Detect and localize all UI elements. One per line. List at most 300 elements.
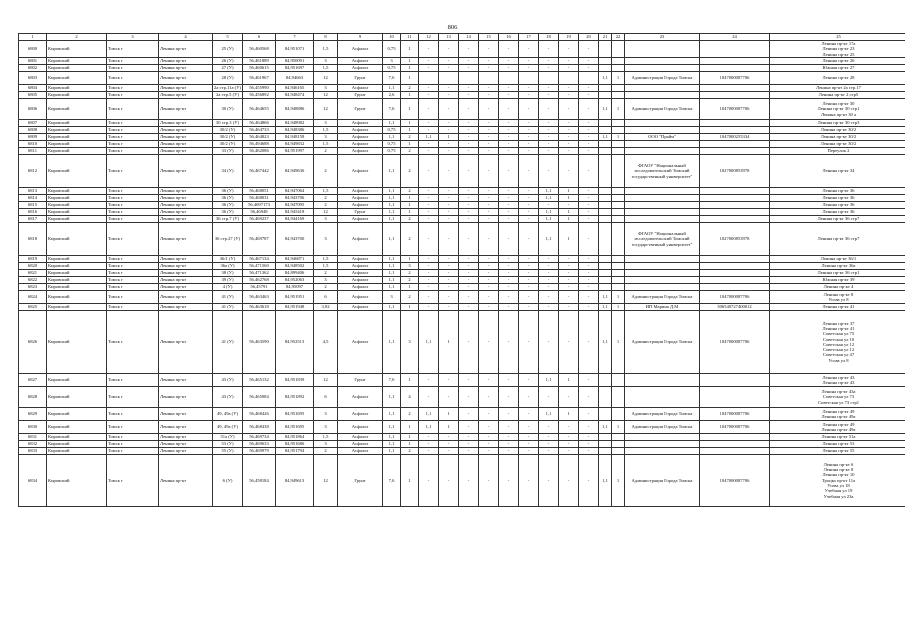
table-cell: - [499, 98, 519, 119]
table-cell [599, 255, 612, 262]
table-cell: 3 [383, 57, 401, 64]
table-cell: 1,1 [383, 440, 401, 447]
table-cell: 84,952063 [276, 276, 314, 283]
table-cell: Кировский [47, 64, 107, 71]
table-cell: - [559, 454, 579, 506]
table-cell: ФГАОУ "Национальный исследовательский Томский государственный университет" [625, 154, 700, 187]
table-cell: 30/2 (У) [213, 140, 243, 147]
table-cell: - [419, 194, 439, 201]
table-row [19, 201, 905, 208]
table-cell: Томск г [107, 373, 159, 386]
table-cell: 84,946165 [276, 84, 314, 91]
table-cell: - [459, 215, 479, 222]
table-cell: - [479, 440, 499, 447]
table-cell: Кировский [47, 420, 107, 433]
table-cell: - [539, 255, 559, 262]
table-cell [700, 194, 770, 201]
table-cell: 6 (У) [213, 454, 243, 506]
table-cell: 56,458184 [243, 454, 276, 506]
table-cell: - [499, 283, 519, 290]
table-cell: 1047000255334 [700, 133, 770, 140]
table-cell: 1,1 [383, 133, 401, 140]
table-cell: 84,951697 [276, 64, 314, 71]
table-cell [459, 71, 479, 84]
table-cell [599, 64, 612, 71]
table-cell: 84,948886 [276, 98, 314, 119]
table-cell: - [499, 64, 519, 71]
table-cell: Ленина пр-кт [159, 255, 213, 262]
table-cell: Кировский [47, 57, 107, 64]
table-cell [599, 119, 612, 126]
table-cell: 2 [314, 283, 338, 290]
table-cell: - [439, 262, 459, 269]
table-cell: 56,468031 [243, 194, 276, 201]
table-cell: 1 [559, 222, 579, 255]
table-cell: 6 [314, 386, 338, 407]
table-cell: - [479, 126, 499, 133]
table-cell [625, 386, 700, 407]
table-cell: - [419, 222, 439, 255]
table-cell: 6813 [19, 187, 47, 194]
column-header: 15 [479, 34, 499, 41]
table-cell [625, 91, 700, 98]
column-header: 18 [539, 34, 559, 41]
table-cell: 84,945418 [276, 208, 314, 215]
table-cell: 1,1 [539, 215, 559, 222]
table-cell: - [459, 41, 479, 58]
table-cell: Кировский [47, 454, 107, 506]
table-cell: - [519, 269, 539, 276]
table-cell: Ленина пр-кт 43 Ленина пр-кт 43 [770, 373, 905, 386]
table-cell: - [559, 57, 579, 64]
table-cell: - [419, 373, 439, 386]
table-cell: - [459, 84, 479, 91]
table-cell: - [519, 194, 539, 201]
table-cell: 36 (У) [213, 187, 243, 194]
table-cell: Грунт [338, 91, 383, 98]
table-cell: - [539, 310, 559, 373]
table-cell: - [539, 154, 559, 187]
table-cell: - [419, 269, 439, 276]
table-cell: - [539, 147, 559, 154]
table-cell: 1,1 [383, 255, 401, 262]
column-header: 8 [314, 34, 338, 41]
table-cell: - [499, 407, 519, 420]
table-cell: 1,1 [383, 269, 401, 276]
table-cell: Ленина пр-кт [159, 262, 213, 269]
table-cell: 0,75 [383, 147, 401, 154]
table-cell: Кировский [47, 71, 107, 84]
table-cell: 1,1 [599, 98, 612, 119]
table-cell: 2 [401, 290, 419, 303]
table-cell [612, 215, 625, 222]
table-cell: - [559, 98, 579, 119]
table-cell: - [579, 447, 599, 454]
table-cell: 36 (У) [213, 194, 243, 201]
table-cell: Ленина пр-кт [159, 373, 213, 386]
table-cell: 84,951071 [276, 41, 314, 58]
table-cell: - [539, 126, 559, 133]
table-cell: 1,1 [539, 194, 559, 201]
table-cell: Асфальт [338, 290, 383, 303]
table-cell: Ленина пр-кт 55 [770, 447, 905, 454]
table-cell [479, 71, 499, 84]
table-cell: Кировский [47, 447, 107, 454]
table-cell: 1 [401, 57, 419, 64]
table-cell [625, 255, 700, 262]
table-cell: Кировский [47, 126, 107, 133]
table-cell: 6829 [19, 407, 47, 420]
table-cell: Ленина пр-кт 30/2 [770, 126, 905, 133]
table-cell: 1 [401, 98, 419, 119]
table-cell: 84,952513 [276, 310, 314, 373]
table-cell: 84,944169 [276, 215, 314, 222]
table-cell: - [499, 310, 519, 373]
table-cell: - [499, 57, 519, 64]
table-cell: 6819 [19, 255, 47, 262]
table-cell: - [499, 290, 519, 303]
table-cell: 56,469787 [243, 222, 276, 255]
table-cell: - [439, 41, 459, 58]
table-cell: - [459, 91, 479, 98]
table-cell: - [499, 201, 519, 208]
table-cell: - [499, 440, 519, 447]
table-cell: Ленина пр-кт 30 стр3 [770, 119, 905, 126]
table-cell: 1047000087706 [700, 420, 770, 433]
table-cell: - [439, 119, 459, 126]
table-cell: 84,95097 [276, 283, 314, 290]
table-cell: 1,1 [539, 187, 559, 194]
table-cell: - [539, 269, 559, 276]
table-row [19, 420, 905, 433]
table-row [19, 64, 905, 71]
table-cell: - [499, 276, 519, 283]
table-cell: Ленина пр-кт 30 Ленина пр-кт 30 стр1 Ленина пр-кт 30 а [770, 98, 905, 119]
table-cell: 1 [612, 303, 625, 310]
table-cell: 6816 [19, 208, 47, 215]
table-cell: - [439, 194, 459, 201]
table-cell: - [419, 215, 439, 222]
table-cell: 7,6 [383, 373, 401, 386]
table-cell: 1 [612, 454, 625, 506]
table-cell: - [479, 147, 499, 154]
table-cell: 2а стр.11а (У) [214, 85, 241, 91]
table-cell: 1,1 [539, 208, 559, 215]
table-cell [625, 57, 700, 64]
table-cell: Ленина пр-кт [159, 154, 213, 187]
table-cell: 6820 [19, 262, 47, 269]
table-cell: Кировский [47, 303, 107, 310]
table-cell: - [579, 222, 599, 255]
table-cell: - [479, 133, 499, 140]
table-cell: - [519, 276, 539, 283]
table-cell: 1027000853978 [700, 154, 770, 187]
table-cell: 84,951864 [276, 433, 314, 440]
column-header: 24 [700, 34, 770, 41]
table-cell: 84,949613 [276, 454, 314, 506]
table-cell: Ленина пр-кт [159, 91, 213, 98]
table-cell [625, 119, 700, 126]
table-cell: 56,463463 [243, 290, 276, 303]
table-row [19, 262, 905, 269]
table-cell: - [519, 283, 539, 290]
table-cell [625, 41, 700, 58]
table-cell: 36 (У) [213, 201, 243, 208]
table-cell: ООО "Прайм" [625, 133, 700, 140]
table-cell: - [559, 201, 579, 208]
table-cell: - [439, 373, 459, 386]
table-cell: - [499, 194, 519, 201]
table-cell [612, 126, 625, 133]
table-cell [599, 276, 612, 283]
table-cell [625, 447, 700, 454]
table-cell: Ленина пр-кт 37 Ленина пр-кт 41 Советская ул 75 Советская ул 10 Советская ул 12 Советская ул 12 Советская ул 47 Усова ул 8 [770, 310, 905, 373]
table-cell: 6805 [19, 91, 47, 98]
table-cell: Ленина пр-кт 36а [770, 262, 905, 269]
table-cell: Ленина пр-кт [159, 41, 213, 58]
table-cell: 1,1 [383, 420, 401, 433]
column-header: 14 [459, 34, 479, 41]
table-cell: 2 [314, 269, 338, 276]
table-row [19, 71, 905, 84]
table-cell: - [499, 454, 519, 506]
table-cell: Асфальт [338, 187, 383, 194]
table-cell: - [499, 187, 519, 194]
table-cell: - [519, 255, 539, 262]
table-cell: - [419, 433, 439, 440]
table-cell: Ленина пр-кт 17а Ленина пр-кт 23 Ленина пр-кт 25 [770, 41, 905, 58]
table-cell: - [499, 373, 519, 386]
table-row [19, 147, 905, 154]
table-cell: Асфальт [338, 84, 383, 91]
table-cell: 3 [314, 215, 338, 222]
table-cell: - [439, 126, 459, 133]
table-cell: - [559, 386, 579, 407]
table-cell: 2 [314, 201, 338, 208]
table-cell: 6823 [19, 283, 47, 290]
table-cell: - [539, 133, 559, 140]
table-cell: 1,1 [539, 222, 559, 255]
table-cell: Кировский [47, 154, 107, 187]
table-cell: Ленина пр-кт [159, 440, 213, 447]
table-cell: 6808 [19, 126, 47, 133]
table-cell: 56,462768 [243, 276, 276, 283]
table-cell: - [439, 447, 459, 454]
table-cell [612, 57, 625, 64]
table-cell: - [479, 215, 499, 222]
table-cell: - [559, 119, 579, 126]
table-cell: 12 [314, 454, 338, 506]
table-cell: - [559, 262, 579, 269]
table-cell: - [579, 41, 599, 58]
table-cell: - [519, 386, 539, 407]
table-cell: 1,5 [314, 433, 338, 440]
table-cell [599, 57, 612, 64]
table-cell [439, 71, 459, 84]
table-cell: - [419, 283, 439, 290]
table-cell [625, 147, 700, 154]
table-cell: Томск г [107, 440, 159, 447]
table-cell: Администрация Города Томска [625, 407, 700, 420]
table-cell: - [519, 57, 539, 64]
table-cell: 56,468426 [243, 407, 276, 420]
table-row [19, 154, 905, 187]
table-cell: Томск г [107, 420, 159, 433]
table-cell: 1,1 [383, 222, 401, 255]
table-cell: Томск г [107, 433, 159, 440]
table-cell: Ленина пр-кт 36 [770, 187, 905, 194]
table-cell: - [479, 64, 499, 71]
table-cell: - [519, 208, 539, 215]
table-cell: 1,1 [383, 447, 401, 454]
table-cell: - [579, 119, 599, 126]
table-cell: Асфальт [338, 269, 383, 276]
table-cell [700, 64, 770, 71]
table-cell [612, 187, 625, 194]
table-cell: 6817 [19, 215, 47, 222]
table-row [19, 41, 905, 58]
table-cell: 0,75 [383, 41, 401, 58]
table-cell: 12 [314, 208, 338, 215]
table-cell: - [519, 447, 539, 454]
table-cell: - [499, 119, 519, 126]
table-cell: Ленина пр-кт 26 [770, 57, 905, 64]
table-cell: - [459, 194, 479, 201]
table-cell: 12 [314, 91, 338, 98]
table-cell: - [579, 290, 599, 303]
table-cell: 3 [314, 84, 338, 91]
table-cell: 1,1 [539, 373, 559, 386]
table-cell: 51а (У) [213, 433, 243, 440]
table-cell: 1,1 [383, 276, 401, 283]
table-cell [539, 71, 559, 84]
table-cell: - [479, 57, 499, 64]
table-cell: - [459, 386, 479, 407]
table-cell: 84,949636 [276, 154, 314, 187]
table-cell: - [459, 147, 479, 154]
table-cell: 6830 [19, 420, 47, 433]
table-cell: 56,467442 [243, 154, 276, 187]
table-cell: - [419, 262, 439, 269]
table-cell: 2,6 [383, 91, 401, 98]
table-cell: 36/1 (У) [213, 255, 243, 262]
table-cell [700, 57, 770, 64]
table-cell: - [459, 373, 479, 386]
table-cell [612, 440, 625, 447]
table-cell: 1,5 [314, 41, 338, 58]
table-cell: 1047000087706 [700, 454, 770, 506]
table-cell: 4,5 [314, 310, 338, 373]
table-cell [559, 71, 579, 84]
table-cell: Томск г [107, 276, 159, 283]
table-cell: - [439, 255, 459, 262]
table-cell: 84,951695 [276, 420, 314, 433]
table-cell: Кировский [47, 373, 107, 386]
table-cell [700, 373, 770, 386]
table-cell [499, 71, 519, 84]
table-cell: Ленина пр-кт [159, 407, 213, 420]
table-row [19, 440, 905, 447]
table-cell: Ленина пр-кт [159, 208, 213, 215]
table-cell: - [459, 201, 479, 208]
table-row [19, 140, 905, 147]
table-cell: Кировский [47, 194, 107, 201]
table-cell: - [519, 119, 539, 126]
table-cell: 6824 [19, 290, 47, 303]
table-cell [612, 64, 625, 71]
table-cell: - [419, 290, 439, 303]
table-cell: - [519, 290, 539, 303]
table-cell: - [499, 140, 519, 147]
table-cell: Ленина пр-кт [159, 290, 213, 303]
table-row [19, 433, 905, 440]
table-cell: 84,951695 [276, 407, 314, 420]
table-cell [700, 208, 770, 215]
table-cell: 36 (У) [213, 208, 243, 215]
table-cell: - [559, 147, 579, 154]
table-cell: 1,5 [314, 255, 338, 262]
table-cell: 7,6 [383, 454, 401, 506]
table-cell: - [579, 91, 599, 98]
table-cell: Кировский [47, 255, 107, 262]
table-cell: - [579, 310, 599, 373]
table-cell: 2 [401, 215, 419, 222]
table-cell: Грунт [338, 373, 383, 386]
table-cell: 84,948474 [276, 91, 314, 98]
table-cell: - [479, 98, 499, 119]
table-cell: 1 [401, 283, 419, 290]
table-cell: Томск г [107, 154, 159, 187]
table-cell: - [479, 269, 499, 276]
table-cell: 3 [314, 407, 338, 420]
table-cell [700, 187, 770, 194]
table-cell: - [499, 84, 519, 91]
table-cell: - [499, 420, 519, 433]
table-cell: 43 (У) [213, 386, 243, 407]
table-cell: 84,950091 [276, 57, 314, 64]
table-row [19, 255, 905, 262]
table-cell: - [479, 386, 499, 407]
table-cell: Кировский [47, 84, 107, 91]
table-cell: 1,1 [383, 433, 401, 440]
table-cell: Ленина пр-кт 51а [770, 433, 905, 440]
table-cell: - [539, 440, 559, 447]
table-cell: 1047000087706 [700, 310, 770, 373]
table-cell: - [539, 283, 559, 290]
table-cell: - [439, 154, 459, 187]
table-cell [612, 386, 625, 407]
table-cell: 1,1 [599, 290, 612, 303]
table-cell: - [559, 433, 579, 440]
table-cell: - [459, 420, 479, 433]
table-cell: Томск г [107, 407, 159, 420]
table-cell: Кировский [47, 147, 107, 154]
page-number: 806 [447, 24, 458, 31]
table-cell: Томск г [107, 283, 159, 290]
table-row [19, 290, 905, 303]
table-cell: 56,468051 [243, 187, 276, 194]
table-cell: - [459, 64, 479, 71]
table-cell: 1,1 [383, 187, 401, 194]
table-cell: - [539, 433, 559, 440]
table-cell: Южная пр-кт 27 [770, 64, 905, 71]
table-cell: - [419, 119, 439, 126]
table-cell: - [439, 386, 459, 407]
table-cell: Кировский [47, 283, 107, 290]
table-cell [612, 222, 625, 255]
table-cell: 1 [401, 194, 419, 201]
table-cell: - [579, 208, 599, 215]
